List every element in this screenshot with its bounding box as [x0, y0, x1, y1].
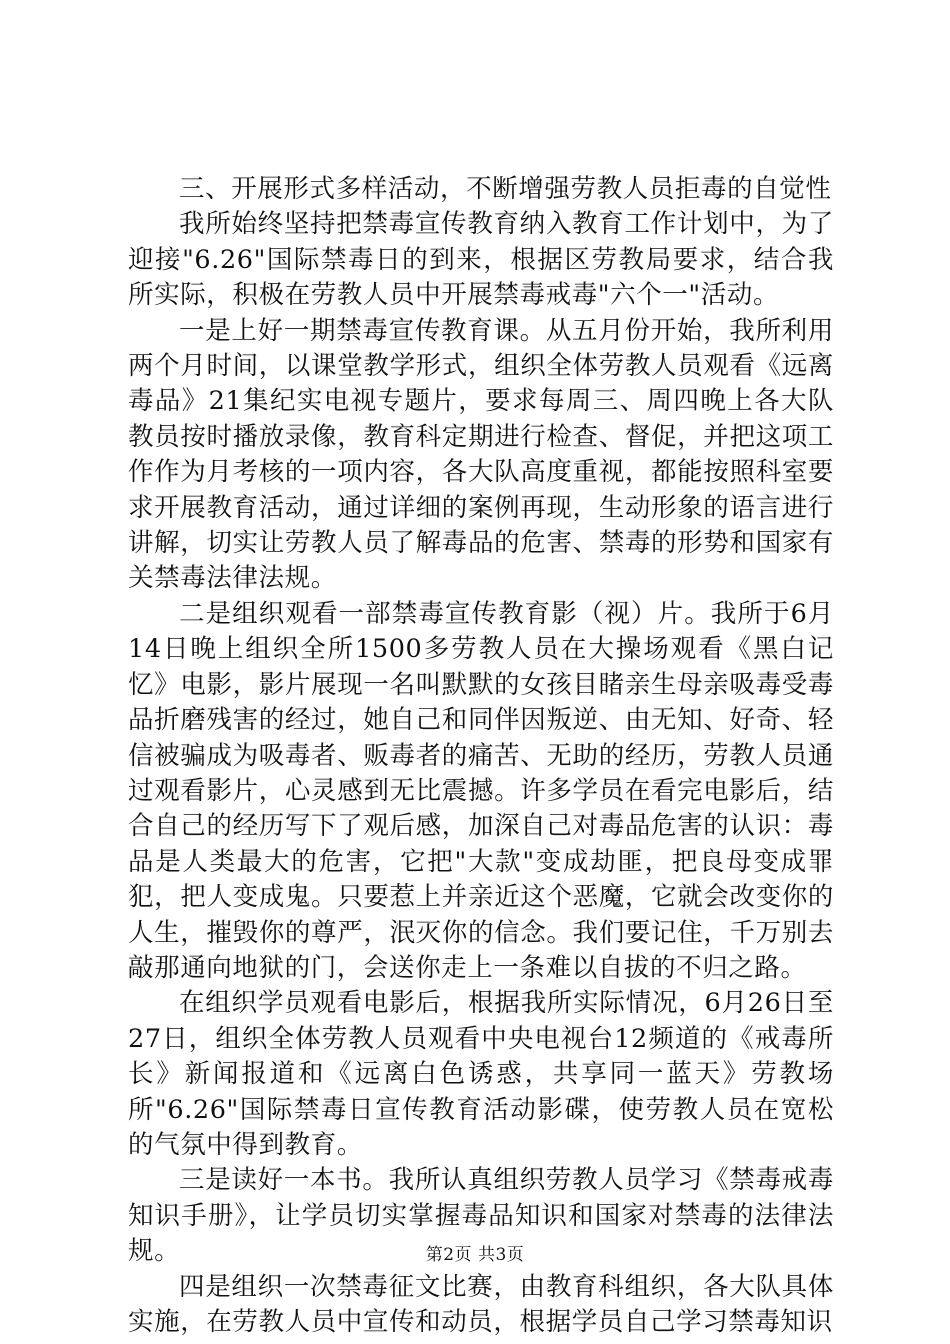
paragraph-item-3: 三是读好一本书。我所认真组织劳教人员学习《禁毒戒毒知识手册》，让学员切实掌握毒品知识和国家对禁毒的法律法规。 [128, 1165, 834, 1267]
section-heading: 三、开展形式多样活动，不断增强劳教人员拒毒的自觉性 [179, 174, 832, 204]
paragraph-item-4: 四是组织一次禁毒征文比赛，由教育科组织，各大队具体实施，在劳教人员中宣传和动员，根据学员自己学习禁毒知识 [128, 1271, 834, 1337]
paragraph-item-2: 二是组织观看一部禁毒宣传教育影（视）片。我所于6月14日晚上组织全所1500多劳教人员在大操场观看《黑白记忆》电影，影片展现一名叫默默的女孩目睹亲生母亲吸毒受毒品折磨残害的经过，她自己和同伴因叛逆、由无知、好奇、轻信被骗成为吸毒者、贩毒者的痛苦、无助的经历，劳教人员通过观看影片，心灵感到无比震撼。许多学员在看完电影后，结合自己的经历写下了观后感，加深自己对毒品危害的认识：毒品是人类最大的危害，它把"大款"变成劫匪，把良母变成罪犯，把人变成鬼。只要惹上并亲近这个恶魔，它就会改变你的人生，摧毁你的尊严，泯灭你的信念。我们要记住，千万别去敲那通向地狱的门，会送你走上一条难以自拔的不归之路。 [128, 598, 834, 983]
page-number-footer: 第2页 共3页 [425, 1245, 525, 1265]
paragraph-item-1: 一是上好一期禁毒宣传教育课。从五月份开始，我所利用两个月时间，以课堂教学形式，组织全体劳教人员观看《远离毒品》21集纪实电视专题片，要求每周三、周四晚上各大队教员按时播放录像，教育科定期进行检查、督促，并把这项工作作为月考核的一项内容，各大队高度重视，都能按照科室要求开展教育活动，通过详细的案例再现，生动形象的语言进行讲解，切实让劳教人员了解毒品的危害、禁毒的形势和国家有关禁毒法律法规。 [128, 315, 834, 594]
document-body [128, 172, 834, 1340]
paragraph-intro: 我所始终坚持把禁毒宣传教育纳入教育工作计划中，为了迎接"6.26"国际禁毒日的到来，根据区劳教局要求，结合我所实际，积极在劳教人员中开展禁毒戒毒"六个一"活动。 [128, 209, 834, 311]
paragraph-followup: 在组织学员观看电影后，根据我所实际情况，6月26日至27日，组织全体劳教人员观看中央电视台12频道的《戒毒所长》新闻报道和《远离白色诱惑，共享同一蓝天》劳教场所"6.26"国际禁毒日宣传教育活动影碟，使劳教人员在宽松的气氛中得到教育。 [128, 988, 834, 1160]
